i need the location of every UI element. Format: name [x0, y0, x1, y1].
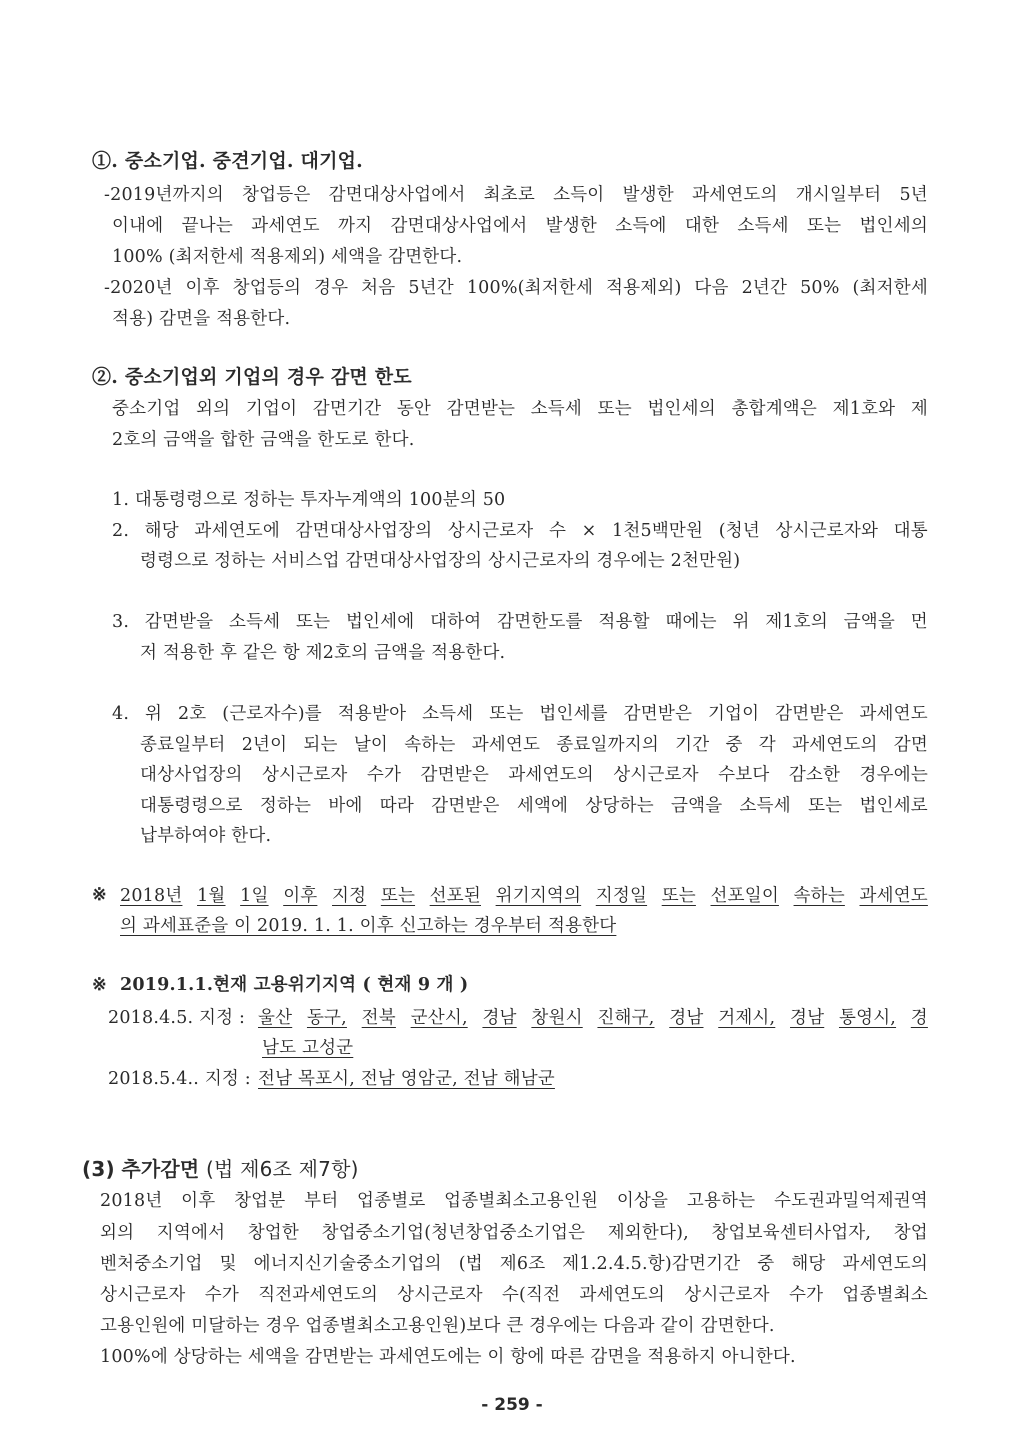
- region-list: 울산 동구, 전북 군산시, 경남 창원시 진해구, 경남 거제시, 경남 통영시, 경: [258, 1008, 928, 1028]
- region-list-cont: 남도 고성군: [262, 1038, 354, 1058]
- section-3-heading: [82, 1158, 359, 1180]
- page-number: - 259 -: [481, 1395, 543, 1415]
- list-item-2: 2. 해당 과세연도에 감면대상사업장의 상시근로자 수 × 1천5백만원 (청년 상시근로자와 대통: [112, 521, 928, 541]
- list-item-2-cont: 령령으로 정하는 서비스업 감면대상사업장의 상시근로자의 경우에는 2천만원): [140, 551, 741, 571]
- list-item-4-cont: 대통령령으로 정하는 바에 따라 감면받은 세액에 상당하는 금액을 소득세 또는 법인세로: [140, 796, 928, 816]
- list-item-1: 1. 대통령령으로 정하는 투자누계액의 100분의 50: [112, 490, 506, 510]
- section-2-intro-line: 2호의 금액을 합한 금액을 한도로 한다.: [112, 430, 415, 450]
- section-3-reference: (법 제6조 제7항): [206, 1157, 359, 1181]
- section-3-title: 추가감면: [121, 1157, 200, 1181]
- list-item-4-cont: 대상사업장의 상시근로자 수가 감면받은 과세연도의 상시근로자 수보다 감소한 경우에는: [140, 765, 928, 785]
- section-3-number: (3): [82, 1157, 115, 1181]
- note-2-heading: 2019.1.1.현재 고용위기지역 ( 현재 9 개 ): [120, 975, 469, 995]
- note-1-line: 의 과세표준을 이 2019. 1. 1. 이후 신고하는 경우부터 적용한다: [120, 916, 617, 936]
- section-3-line: 외의 지역에서 창업한 창업중소기업(청년창업중소기업은 제외한다), 창업보육센터사업자, 창업: [100, 1223, 928, 1243]
- region-list: 전남 목포시, 전남 영암군, 전남 해남군: [258, 1069, 555, 1089]
- section-3-line: 벤처중소기업 및 에너지신기술중소기업의 (법 제6조 제1.2.4.5.항)감면기간 중 해당 과세연도의: [100, 1254, 928, 1274]
- section-2-heading: ②. 중소기업외 기업의 경우 감면 한도: [92, 366, 412, 388]
- section-3-line: 2018년 이후 창업분 부터 업종별로 업종별최소고용인원 이상을 고용하는 수도권과밀억제권역: [100, 1191, 928, 1211]
- section-1-line: 100% (최저한세 적용제외) 세액을 감면한다.: [112, 247, 463, 267]
- list-item-3: 3. 감면받을 소득세 또는 법인세에 대하여 감면한도를 적용할 때에는 위 제1호의 금액을 먼: [112, 612, 928, 632]
- section-1-line: -2019년까지의 창업등은 감면대상사업에서 최초로 소득이 발생한 과세연도의 개시일부터 5년: [104, 185, 928, 205]
- region-date-label: 2018.5.4.. 지정 :: [108, 1069, 251, 1089]
- region-date-label: 2018.4.5. 지정 :: [108, 1008, 246, 1028]
- list-item-3-cont: 저 적용한 후 같은 항 제2호의 금액을 적용한다.: [140, 643, 506, 663]
- note-1-line: 2018년 1월 1일 이후 지정 또는 선포된 위기지역의 지정일 또는 선포일이 속하는 과세연도: [120, 886, 928, 906]
- section-2-intro-line: 중소기업 외의 기업이 감면기간 동안 감면받는 소득세 또는 법인세의 총합계액은 제1호와 제: [112, 399, 928, 419]
- section-1-heading: ①. 중소기업. 중견기업. 대기업.: [92, 150, 363, 172]
- note-mark: ※: [92, 885, 107, 905]
- section-1-line: 적용) 감면을 적용한다.: [112, 309, 291, 329]
- note-mark: ※: [92, 975, 107, 995]
- list-item-4-cont: 납부하여야 한다.: [140, 826, 272, 846]
- list-item-4-cont: 종료일부터 2년이 되는 날이 속하는 과세연도 종료일까지의 기간 중 각 과세연도의 감면: [140, 735, 928, 755]
- section-3-line: 상시근로자 수가 직전과세연도의 상시근로자 수(직전 과세연도의 상시근로자 수가 업종별최소: [100, 1285, 928, 1305]
- section-3-line: 100%에 상당하는 세액을 감면받는 과세연도에는 이 항에 따른 감면을 적용하지 아니한다.: [100, 1347, 796, 1367]
- section-1-line: 이내에 끝나는 과세연도 까지 감면대상사업에서 발생한 소득에 대한 소득세 또는 법인세의: [112, 216, 928, 236]
- list-item-4: 4. 위 2호 (근로자수)를 적용받아 소득세 또는 법인세를 감면받은 기업이 감면받은 과세연도: [112, 704, 928, 724]
- section-3-line: 고용인원에 미달하는 경우 업종별최소고용인원)보다 큰 경우에는 다음과 같이 감면한다.: [100, 1316, 775, 1336]
- section-1-line: -2020년 이후 창업등의 경우 처음 5년간 100%(최저한세 적용제외) 다음 2년간 50% (최저한세: [104, 278, 928, 298]
